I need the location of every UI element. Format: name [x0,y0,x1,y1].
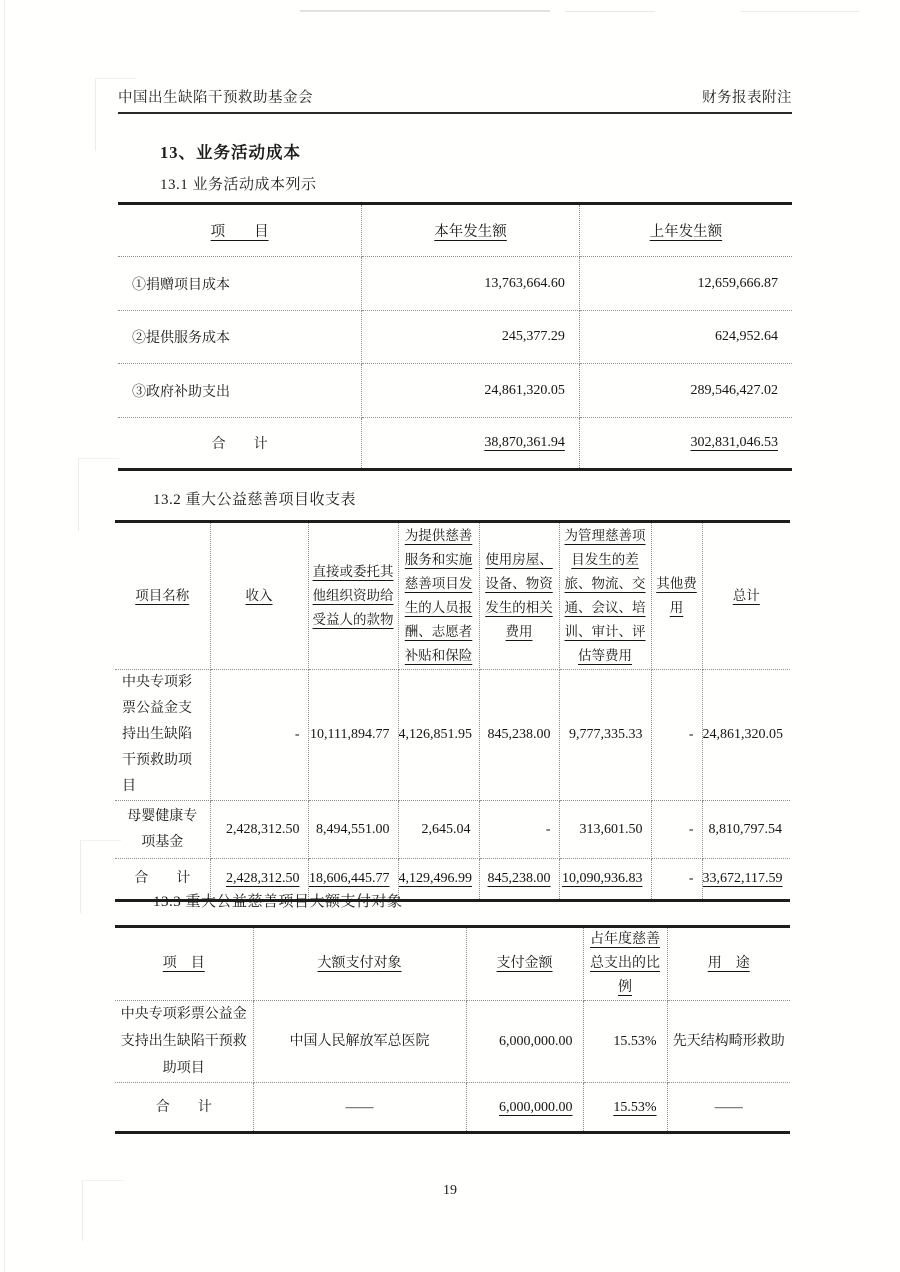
other-cost-value: - [651,801,702,859]
total-facility-cost: 845,238.00 [479,859,559,901]
payee-name: 中国人民解放军总医院 [253,1001,466,1083]
row-label: ③政府补助支出 [118,364,362,418]
admin-cost-value: 313,601.50 [559,801,651,859]
section-title: 13、业务活动成本 [160,143,301,162]
prior-year-value: 289,546,427.02 [579,364,792,418]
payment-amount: 6,000,000.00 [466,1001,583,1083]
column-header-income: 收入 [210,522,308,670]
table-row [118,364,792,418]
admin-cost-value: 9,777,335.33 [559,670,651,801]
table-row [115,1001,790,1083]
section-13-3-title: 13.3 重大公益慈善项目大额支付对象 [153,894,403,910]
direct-aid-value: 10,111,894.77 [308,670,398,801]
facility-cost-value: 845,238.00 [479,670,559,801]
column-header-prior-year: 上年发生额 [579,204,792,257]
column-header-item: 项 目 [118,204,362,257]
table-row [115,670,790,801]
current-year-value: 13,763,664.60 [362,257,580,311]
total-direct-aid: 18,606,445.77 [308,859,398,901]
column-header-facility-cost: 使用房屋、设备、物资发生的相关费用 [479,522,559,670]
total-current-year: 38,870,361.94 [362,418,580,470]
section-13-2-title: 13.2 重大公益慈善项目收支表 [153,492,357,508]
table-total-row [118,418,792,470]
row-label: ①捐赠项目成本 [118,257,362,311]
table-row [115,801,790,859]
column-header-current-year: 本年发生额 [362,204,580,257]
current-year-value: 24,861,320.05 [362,364,580,418]
column-header-project-name: 项目名称 [115,522,210,670]
total-service-cost: 4,129,496.99 [398,859,479,901]
scan-corner-artifact [78,458,119,531]
table-total-row [115,1083,790,1133]
scan-edge-artifact [4,0,5,1272]
prior-year-value: 624,952.64 [579,311,792,364]
column-header-ratio: 占年度慈善总支出的比例 [583,927,667,1001]
prior-year-value: 12,659,666.87 [579,257,792,311]
direct-aid-value: 8,494,551.00 [308,801,398,859]
table-13-2-charity-income-expense [115,520,790,902]
current-year-value: 245,377.29 [362,311,580,364]
total-value: 8,810,797.54 [702,801,790,859]
column-header-service-cost: 为提供慈善服务和实施慈善项目发生的人员报酬、志愿者补贴和保险 [398,522,479,670]
column-header-total: 总计 [702,522,790,670]
column-header-purpose: 用 途 [667,927,790,1001]
total-purpose-dash: —— [714,1099,743,1115]
column-header-item: 项 目 [115,927,253,1001]
table-13-3-major-payees [115,925,790,1134]
total-ratio: 15.53% [583,1083,667,1133]
header-org-name: 中国出生缺陷干预救助基金会 [118,90,313,106]
table-row [118,311,792,364]
column-header-payee: 大额支付对象 [253,927,466,1001]
table-row [118,257,792,311]
table-13-1-cost-listing [118,202,792,471]
total-label: 合 计 [115,1083,253,1133]
ratio-value: 15.53% [583,1001,667,1083]
total-prior-year: 302,831,046.53 [690,435,778,450]
income-value: - [210,670,308,801]
total-value: 24,861,320.05 [702,670,790,801]
project-name: 母婴健康专项基金 [115,801,210,859]
total-admin-cost: 10,090,936.83 [559,859,651,901]
section-13-1-title: 13.1 业务活动成本列示 [160,177,317,193]
total-other-cost: - [651,859,702,901]
income-value: 2,428,312.50 [210,801,308,859]
column-header-other-cost: 其他费用 [651,522,702,670]
scan-smudge-artifact [565,11,655,12]
page-header [118,86,792,114]
project-name: 中央专项彩票公益金支持出生缺陷干预救助项目 [115,670,210,801]
page-number: 19 [443,1183,457,1198]
project-name: 中央专项彩票公益金支持出生缺陷干预救助项目 [115,1001,253,1083]
column-header-amount: 支付金额 [466,927,583,1001]
service-cost-value: 2,645.04 [398,801,479,859]
row-label: ②提供服务成本 [118,311,362,364]
total-label: 合 计 [115,859,210,901]
total-label: 合 计 [118,418,362,470]
total-income: 2,428,312.50 [210,859,308,901]
scan-smudge-artifact [300,10,550,12]
scan-smudge-artifact [740,11,860,12]
service-cost-value: 4,126,851.95 [398,670,479,801]
purpose-value: 先天结构畸形救助 [667,1001,790,1083]
total-payee-dash: —— [253,1083,466,1133]
total-amount: 6,000,000.00 [466,1083,583,1133]
other-cost-value: - [651,670,702,801]
column-header-direct-aid: 直接或委托其他组织资助给受益人的款物 [308,522,398,670]
facility-cost-value: - [479,801,559,859]
column-header-admin-cost: 为管理慈善项目发生的差旅、物流、交通、会议、培训、审计、评估等费用 [559,522,651,670]
header-doc-type: 财务报表附注 [702,90,792,106]
total-overall: 33,672,117.59 [702,871,783,886]
